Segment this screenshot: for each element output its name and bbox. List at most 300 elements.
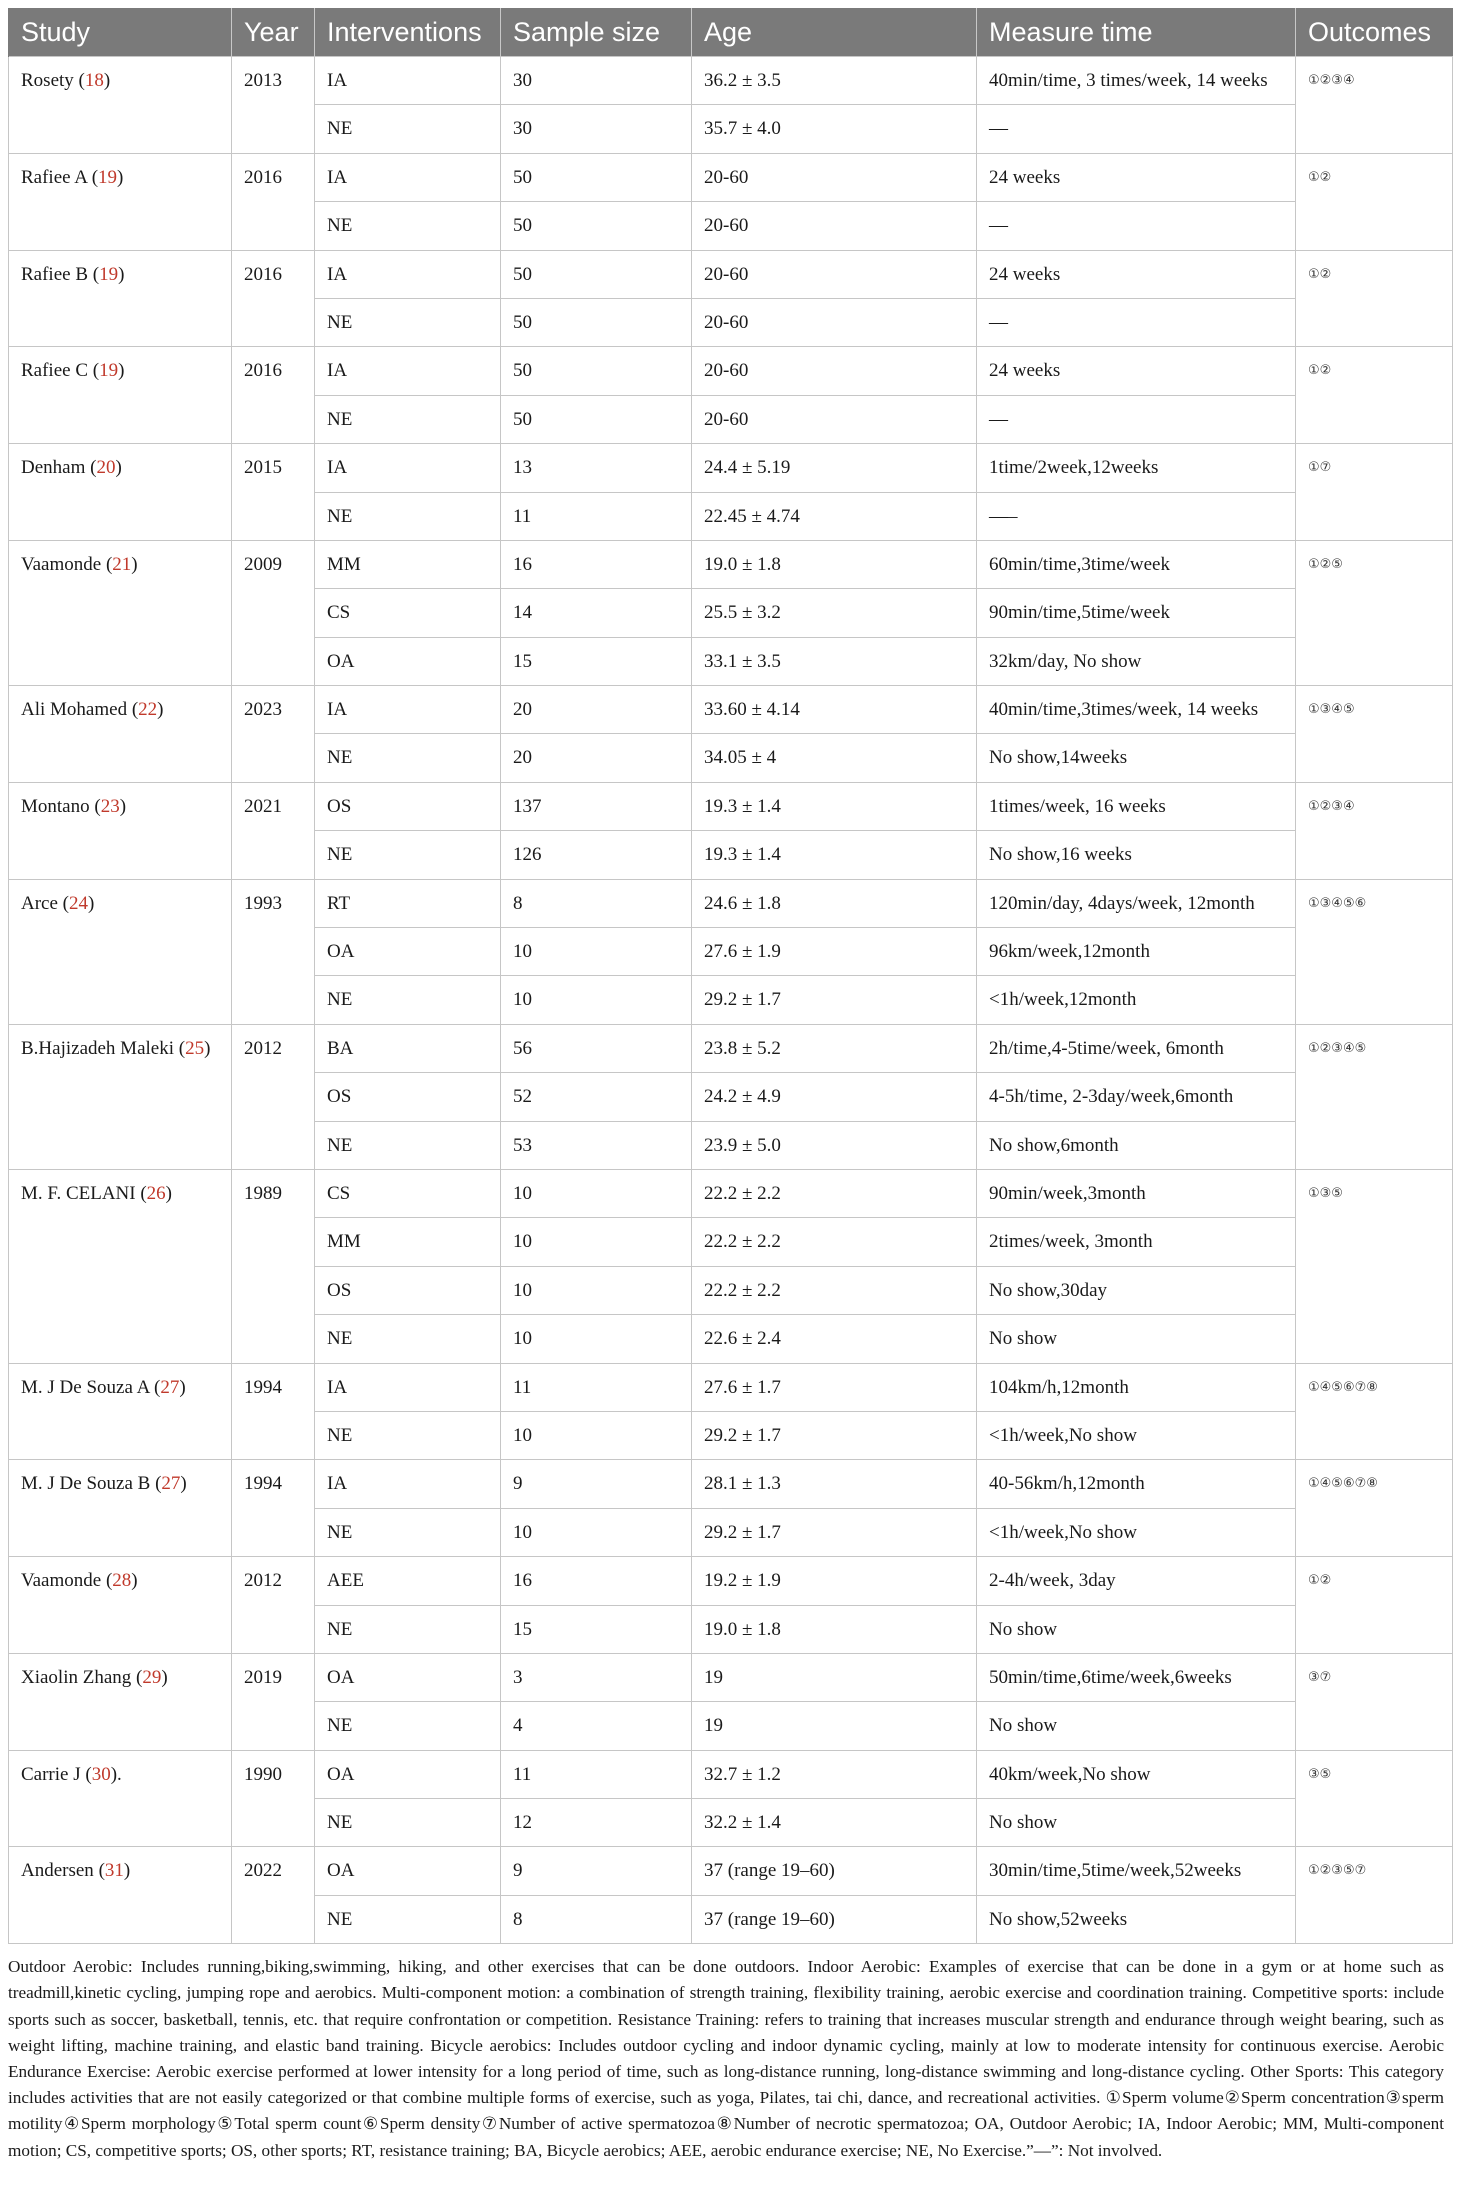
intervention-cell: [315, 395, 501, 443]
sample-size-cell: [501, 57, 692, 105]
reference-link[interactable]: 19: [99, 263, 119, 285]
intervention-value: BA: [327, 1037, 354, 1059]
intervention-value: NE: [327, 1812, 353, 1834]
age-value: 35.7 ± 4.0: [704, 118, 781, 140]
study-name: Arce: [21, 892, 58, 914]
intervention-cell: [315, 153, 501, 201]
measure-time-cell: [977, 1508, 1296, 1556]
study-characteristics-table-container: [8, 8, 1452, 2164]
study-cell: [9, 1460, 232, 1557]
age-cell: [692, 492, 977, 540]
header-study: Study: [9, 8, 232, 57]
measure-time-cell: [977, 1266, 1296, 1314]
measure-time-cell: [977, 928, 1296, 976]
year-cell: [232, 782, 315, 879]
intervention-value: IA: [327, 457, 348, 479]
sample-size-value: 10: [513, 1424, 532, 1446]
intervention-value: NE: [327, 505, 353, 527]
age-cell: [692, 879, 977, 927]
measure-time-cell: [977, 105, 1296, 153]
sample-size-value: 16: [513, 553, 532, 575]
study-citation: M. F. CELANI (26): [21, 1182, 172, 1204]
sample-size-cell: [501, 492, 692, 540]
measure-time-cell: [977, 1411, 1296, 1459]
year-value: 1989: [244, 1182, 282, 1204]
age-value: 20-60: [704, 263, 749, 285]
year-value: 1993: [244, 892, 282, 914]
outcomes-cell: [1296, 347, 1453, 444]
outcomes-cell: [1296, 686, 1453, 783]
measure-time-cell: [977, 1702, 1296, 1750]
sample-size-value: 11: [513, 505, 532, 527]
study-citation: Vaamonde (21): [21, 553, 138, 575]
year-cell: [232, 1460, 315, 1557]
outcomes-value: ①②③⑤⑦: [1308, 1863, 1367, 1879]
outcomes-value: ①②③④: [1308, 73, 1355, 88]
outcomes-value: ①②: [1308, 1573, 1332, 1589]
measure-time-cell: [977, 347, 1296, 395]
study-cell: [9, 540, 232, 685]
intervention-value: IA: [327, 1473, 348, 1495]
age-value: 29.2 ± 1.7: [704, 989, 781, 1011]
outcomes-cell: [1296, 879, 1453, 1024]
outcomes-cell: [1296, 250, 1453, 347]
sample-size-value: 50: [513, 263, 532, 285]
age-cell: [692, 1121, 977, 1169]
sample-size-cell: [501, 1750, 692, 1798]
age-cell: [692, 686, 977, 734]
age-cell: [692, 1750, 977, 1798]
reference-link[interactable]: 30: [91, 1763, 111, 1785]
age-value: 19: [704, 1666, 723, 1688]
sample-size-cell: [501, 395, 692, 443]
intervention-cell: [315, 782, 501, 830]
measure-time-value: —: [989, 311, 1008, 333]
study-name: Rafiee B: [21, 263, 89, 285]
age-cell: [692, 1895, 977, 1943]
table-row: [9, 879, 1453, 927]
intervention-cell: [315, 1121, 501, 1169]
age-cell: [692, 782, 977, 830]
intervention-value: NE: [327, 1134, 353, 1156]
measure-time-cell: [977, 589, 1296, 637]
age-value: 19: [704, 1715, 723, 1737]
age-cell: [692, 395, 977, 443]
outcomes-value: ③⑦: [1308, 1669, 1332, 1685]
sample-size-cell: [501, 928, 692, 976]
outcomes-value: ①②: [1308, 169, 1332, 185]
sample-size-value: 10: [513, 1231, 532, 1253]
age-value: 36.2 ± 3.5: [704, 70, 781, 91]
study-cell: [9, 879, 232, 1024]
sample-size-value: 3: [513, 1666, 523, 1688]
sample-size-value: 53: [513, 1134, 532, 1156]
measure-time-value: 2h/time,4-5time/week, 6month: [989, 1037, 1224, 1059]
table-row: [9, 1460, 1453, 1508]
study-citation: M. J De Souza B (27): [21, 1473, 187, 1495]
age-value: 22.6 ± 2.4: [704, 1328, 781, 1350]
study-citation: Rafiee B (19): [21, 263, 125, 285]
outcomes-value: ①②③④: [1308, 798, 1355, 814]
sample-size-cell: [501, 1411, 692, 1459]
age-value: 27.6 ± 1.7: [704, 1376, 781, 1398]
sample-size-cell: [501, 347, 692, 395]
study-name: Carrie J: [21, 1763, 81, 1785]
age-cell: [692, 1702, 977, 1750]
age-value: 29.2 ± 1.7: [704, 1424, 781, 1446]
age-cell: [692, 1847, 977, 1895]
study-name: M. J De Souza A: [21, 1376, 150, 1398]
reference-link[interactable]: 19: [99, 360, 119, 382]
measure-time-value: —: [989, 118, 1008, 140]
measure-time-cell: [977, 202, 1296, 250]
study-cell: [9, 250, 232, 347]
sample-size-value: 13: [513, 457, 532, 479]
sample-size-cell: [501, 105, 692, 153]
measure-time-cell: [977, 1024, 1296, 1072]
age-value: 19.3 ± 1.4: [704, 795, 781, 817]
year-cell: [232, 1363, 315, 1460]
measure-time-value: 4-5h/time, 2-3day/week,6month: [989, 1086, 1234, 1108]
study-cell: [9, 1557, 232, 1654]
age-value: 22.2 ± 2.2: [704, 1231, 781, 1253]
sample-size-value: 50: [513, 166, 532, 188]
measure-time-value: —: [989, 215, 1008, 237]
measure-time-value: 40min/time,3times/week, 14 weeks: [989, 699, 1259, 721]
age-cell: [692, 1508, 977, 1556]
sample-size-value: 11: [513, 1763, 532, 1785]
sample-size-cell: [501, 1508, 692, 1556]
study-suffix: .: [117, 1763, 122, 1785]
measure-time-cell: [977, 976, 1296, 1024]
intervention-value: NE: [327, 215, 353, 237]
year-cell: [232, 1024, 315, 1169]
age-value: 24.6 ± 1.8: [704, 892, 781, 914]
sample-size-value: 56: [513, 1037, 532, 1059]
intervention-value: AEE: [327, 1570, 364, 1592]
outcomes-value: ①③④⑤: [1308, 702, 1355, 718]
measure-time-value: 90min/week,3month: [989, 1182, 1146, 1204]
age-cell: [692, 1218, 977, 1266]
measure-time-value: No show,30day: [989, 1279, 1108, 1301]
sample-size-cell: [501, 831, 692, 879]
sample-size-cell: [501, 540, 692, 588]
table-row: [9, 347, 1453, 395]
measure-time-value: 2-4h/week, 3day: [989, 1570, 1116, 1592]
sample-size-cell: [501, 1073, 692, 1121]
intervention-cell: [315, 1557, 501, 1605]
age-value: 20-60: [704, 311, 749, 333]
sample-size-cell: [501, 1218, 692, 1266]
intervention-cell: [315, 1847, 501, 1895]
outcomes-cell: [1296, 1557, 1453, 1654]
intervention-cell: [315, 57, 501, 105]
sample-size-cell: [501, 1653, 692, 1701]
age-cell: [692, 1653, 977, 1701]
study-name: Vaamonde: [21, 553, 102, 575]
intervention-cell: [315, 1266, 501, 1314]
table-row: [9, 540, 1453, 588]
year-cell: [232, 347, 315, 444]
study-cell: [9, 1653, 232, 1750]
measure-time-cell: [977, 879, 1296, 927]
year-value: 2021: [244, 795, 282, 817]
study-citation: Denham (20): [21, 457, 122, 479]
reference-link[interactable]: 18: [84, 70, 104, 91]
age-cell: [692, 1266, 977, 1314]
measure-time-cell: [977, 734, 1296, 782]
header-outcomes: Outcomes: [1296, 8, 1453, 57]
intervention-cell: [315, 1218, 501, 1266]
year-value: 2013: [244, 70, 282, 91]
year-value: 2012: [244, 1037, 282, 1059]
intervention-value: OS: [327, 795, 352, 817]
intervention-value: IA: [327, 699, 348, 721]
table-row: [9, 1024, 1453, 1072]
sample-size-value: 10: [513, 1182, 532, 1204]
intervention-value: NE: [327, 1424, 353, 1446]
sample-size-cell: [501, 1799, 692, 1847]
outcomes-value: ①②③④⑤: [1308, 1040, 1367, 1056]
age-value: 33.1 ± 3.5: [704, 650, 781, 672]
measure-time-value: 24 weeks: [989, 360, 1061, 382]
study-citation: Vaamonde (28): [21, 1570, 138, 1592]
reference-link[interactable]: 27: [160, 1376, 180, 1398]
sample-size-value: 12: [513, 1812, 532, 1834]
table-row: [9, 153, 1453, 201]
age-value: 37 (range 19–60): [704, 1860, 835, 1882]
measure-time-cell: [977, 782, 1296, 830]
age-cell: [692, 831, 977, 879]
reference-link[interactable]: 23: [100, 795, 120, 817]
measure-time-value: 50min/time,6time/week,6weeks: [989, 1666, 1232, 1688]
sample-size-value: 15: [513, 1618, 532, 1640]
intervention-cell: [315, 347, 501, 395]
intervention-cell: [315, 1169, 501, 1217]
sample-size-cell: [501, 1895, 692, 1943]
year-cell: [232, 1847, 315, 1944]
age-cell: [692, 928, 977, 976]
header-measure-time: Measure time: [977, 8, 1296, 57]
age-value: 20-60: [704, 360, 749, 382]
study-citation: B.Hajizadeh Maleki (25): [21, 1037, 211, 1059]
age-cell: [692, 1557, 977, 1605]
study-citation: Rosety (18): [21, 70, 111, 91]
reference-link[interactable]: 27: [161, 1473, 181, 1495]
sample-size-cell: [501, 976, 692, 1024]
sample-size-cell: [501, 734, 692, 782]
intervention-value: NE: [327, 118, 353, 140]
intervention-value: NE: [327, 1521, 353, 1543]
intervention-cell: [315, 831, 501, 879]
intervention-cell: [315, 1895, 501, 1943]
measure-time-cell: [977, 1121, 1296, 1169]
intervention-cell: [315, 1653, 501, 1701]
age-cell: [692, 57, 977, 105]
year-value: 2022: [244, 1860, 282, 1882]
intervention-value: OA: [327, 1860, 355, 1882]
measure-time-cell: [977, 1605, 1296, 1653]
sample-size-cell: [501, 444, 692, 492]
study-cell: [9, 1363, 232, 1460]
intervention-value: NE: [327, 1715, 353, 1737]
measure-time-cell: [977, 1557, 1296, 1605]
reference-link[interactable]: 31: [104, 1860, 124, 1882]
age-cell: [692, 976, 977, 1024]
reference-link[interactable]: 21: [112, 553, 132, 575]
table-row: [9, 1557, 1453, 1605]
intervention-cell: [315, 1605, 501, 1653]
intervention-value: OS: [327, 1086, 352, 1108]
reference-link[interactable]: 29: [142, 1666, 162, 1688]
intervention-value: IA: [327, 263, 348, 285]
age-value: 22.2 ± 2.2: [704, 1182, 781, 1204]
age-value: 20-60: [704, 408, 749, 430]
sample-size-value: 10: [513, 1328, 532, 1350]
intervention-value: RT: [327, 892, 351, 914]
sample-size-value: 10: [513, 1279, 532, 1301]
table-row: [9, 782, 1453, 830]
measure-time-cell: [977, 1218, 1296, 1266]
age-cell: [692, 1169, 977, 1217]
intervention-value: OA: [327, 1666, 355, 1688]
year-cell: [232, 540, 315, 685]
measure-time-value: <1h/week,No show: [989, 1424, 1137, 1446]
outcomes-cell: [1296, 444, 1453, 541]
measure-time-value: No show,52weeks: [989, 1908, 1128, 1930]
table-row: [9, 444, 1453, 492]
reference-link[interactable]: 22: [138, 699, 158, 721]
age-cell: [692, 1460, 977, 1508]
outcomes-value: ①④⑤⑥⑦⑧: [1308, 1379, 1378, 1395]
age-value: 22.45 ± 4.74: [704, 505, 800, 527]
measure-time-value: 96km/week,12month: [989, 941, 1150, 963]
age-cell: [692, 637, 977, 685]
sample-size-cell: [501, 202, 692, 250]
age-value: 28.1 ± 1.3: [704, 1473, 781, 1495]
measure-time-value: 30min/time,5time/week,52weeks: [989, 1860, 1242, 1882]
intervention-cell: [315, 1411, 501, 1459]
intervention-value: OA: [327, 1763, 355, 1785]
study-name: M. F. CELANI: [21, 1182, 136, 1204]
sample-size-value: 9: [513, 1860, 523, 1882]
outcomes-value: ①②: [1308, 266, 1332, 282]
study-cell: [9, 1847, 232, 1944]
measure-time-cell: [977, 1653, 1296, 1701]
age-cell: [692, 1024, 977, 1072]
measure-time-cell: [977, 57, 1296, 105]
year-value: 2009: [244, 553, 282, 575]
table-row: [9, 57, 1453, 105]
measure-time-value: No show,16 weeks: [989, 844, 1132, 866]
table-row: [9, 250, 1453, 298]
year-value: 2016: [244, 360, 282, 382]
outcomes-cell: [1296, 1460, 1453, 1557]
study-name: Rafiee A: [21, 166, 87, 188]
sample-size-value: 16: [513, 1570, 532, 1592]
measure-time-value: <1h/week,12month: [989, 989, 1137, 1011]
sample-size-cell: [501, 1024, 692, 1072]
age-value: 20-60: [704, 215, 749, 237]
sample-size-value: 50: [513, 311, 532, 333]
reference-link[interactable]: 25: [185, 1037, 205, 1059]
study-cell: [9, 1024, 232, 1169]
sample-size-cell: [501, 879, 692, 927]
outcomes-value: ①④⑤⑥⑦⑧: [1308, 1476, 1378, 1492]
study-name: B.Hajizadeh Maleki: [21, 1037, 175, 1059]
intervention-value: NE: [327, 1908, 353, 1930]
intervention-value: NE: [327, 989, 353, 1011]
age-cell: [692, 250, 977, 298]
measure-time-cell: [977, 298, 1296, 346]
age-cell: [692, 202, 977, 250]
study-citation: Montano (23): [21, 795, 127, 817]
study-citation: Xiaolin Zhang (29): [21, 1666, 168, 1688]
reference-link[interactable]: 28: [112, 1570, 132, 1592]
year-value: 2019: [244, 1666, 282, 1688]
age-cell: [692, 589, 977, 637]
age-cell: [692, 1799, 977, 1847]
age-value: 29.2 ± 1.7: [704, 1521, 781, 1543]
reference-link[interactable]: 20: [96, 457, 116, 479]
sample-size-cell: [501, 589, 692, 637]
measure-time-cell: [977, 1073, 1296, 1121]
measure-time-value: —–: [989, 505, 1018, 527]
measure-time-cell: [977, 1847, 1296, 1895]
reference-link[interactable]: 24: [69, 892, 88, 914]
sample-size-value: 10: [513, 1521, 532, 1543]
age-cell: [692, 444, 977, 492]
intervention-value: NE: [327, 311, 353, 333]
measure-time-cell: [977, 153, 1296, 201]
study-cell: [9, 782, 232, 879]
reference-link[interactable]: 19: [98, 166, 118, 188]
sample-size-cell: [501, 153, 692, 201]
age-value: 19.2 ± 1.9: [704, 1570, 781, 1592]
table-row: [9, 1750, 1453, 1798]
intervention-value: NE: [327, 408, 353, 430]
intervention-cell: [315, 686, 501, 734]
age-value: 32.2 ± 1.4: [704, 1812, 781, 1834]
table-header: [9, 8, 1453, 57]
table-body: [9, 57, 1453, 1944]
study-citation: Ali Mohamed (22): [21, 699, 164, 721]
measure-time-cell: [977, 1895, 1296, 1943]
measure-time-value: No show: [989, 1812, 1058, 1834]
year-cell: [232, 444, 315, 541]
intervention-value: OS: [327, 1279, 352, 1301]
study-cell: [9, 57, 232, 154]
age-value: 27.6 ± 1.9: [704, 941, 781, 963]
sample-size-value: 20: [513, 699, 532, 721]
outcomes-cell: [1296, 1024, 1453, 1169]
measure-time-value: No show,6month: [989, 1134, 1119, 1156]
outcomes-cell: [1296, 57, 1453, 154]
measure-time-value: 104km/h,12month: [989, 1376, 1129, 1398]
sample-size-value: 30: [513, 70, 532, 91]
sample-size-value: 15: [513, 650, 532, 672]
sample-size-value: 14: [513, 602, 532, 624]
age-cell: [692, 347, 977, 395]
intervention-cell: [315, 250, 501, 298]
sample-size-cell: [501, 1121, 692, 1169]
age-value: 34.05 ± 4: [704, 747, 777, 769]
reference-link[interactable]: 26: [146, 1182, 166, 1204]
year-value: 2023: [244, 699, 282, 721]
intervention-value: OA: [327, 650, 355, 672]
measure-time-cell: [977, 540, 1296, 588]
outcomes-value: ③⑤: [1308, 1766, 1332, 1782]
